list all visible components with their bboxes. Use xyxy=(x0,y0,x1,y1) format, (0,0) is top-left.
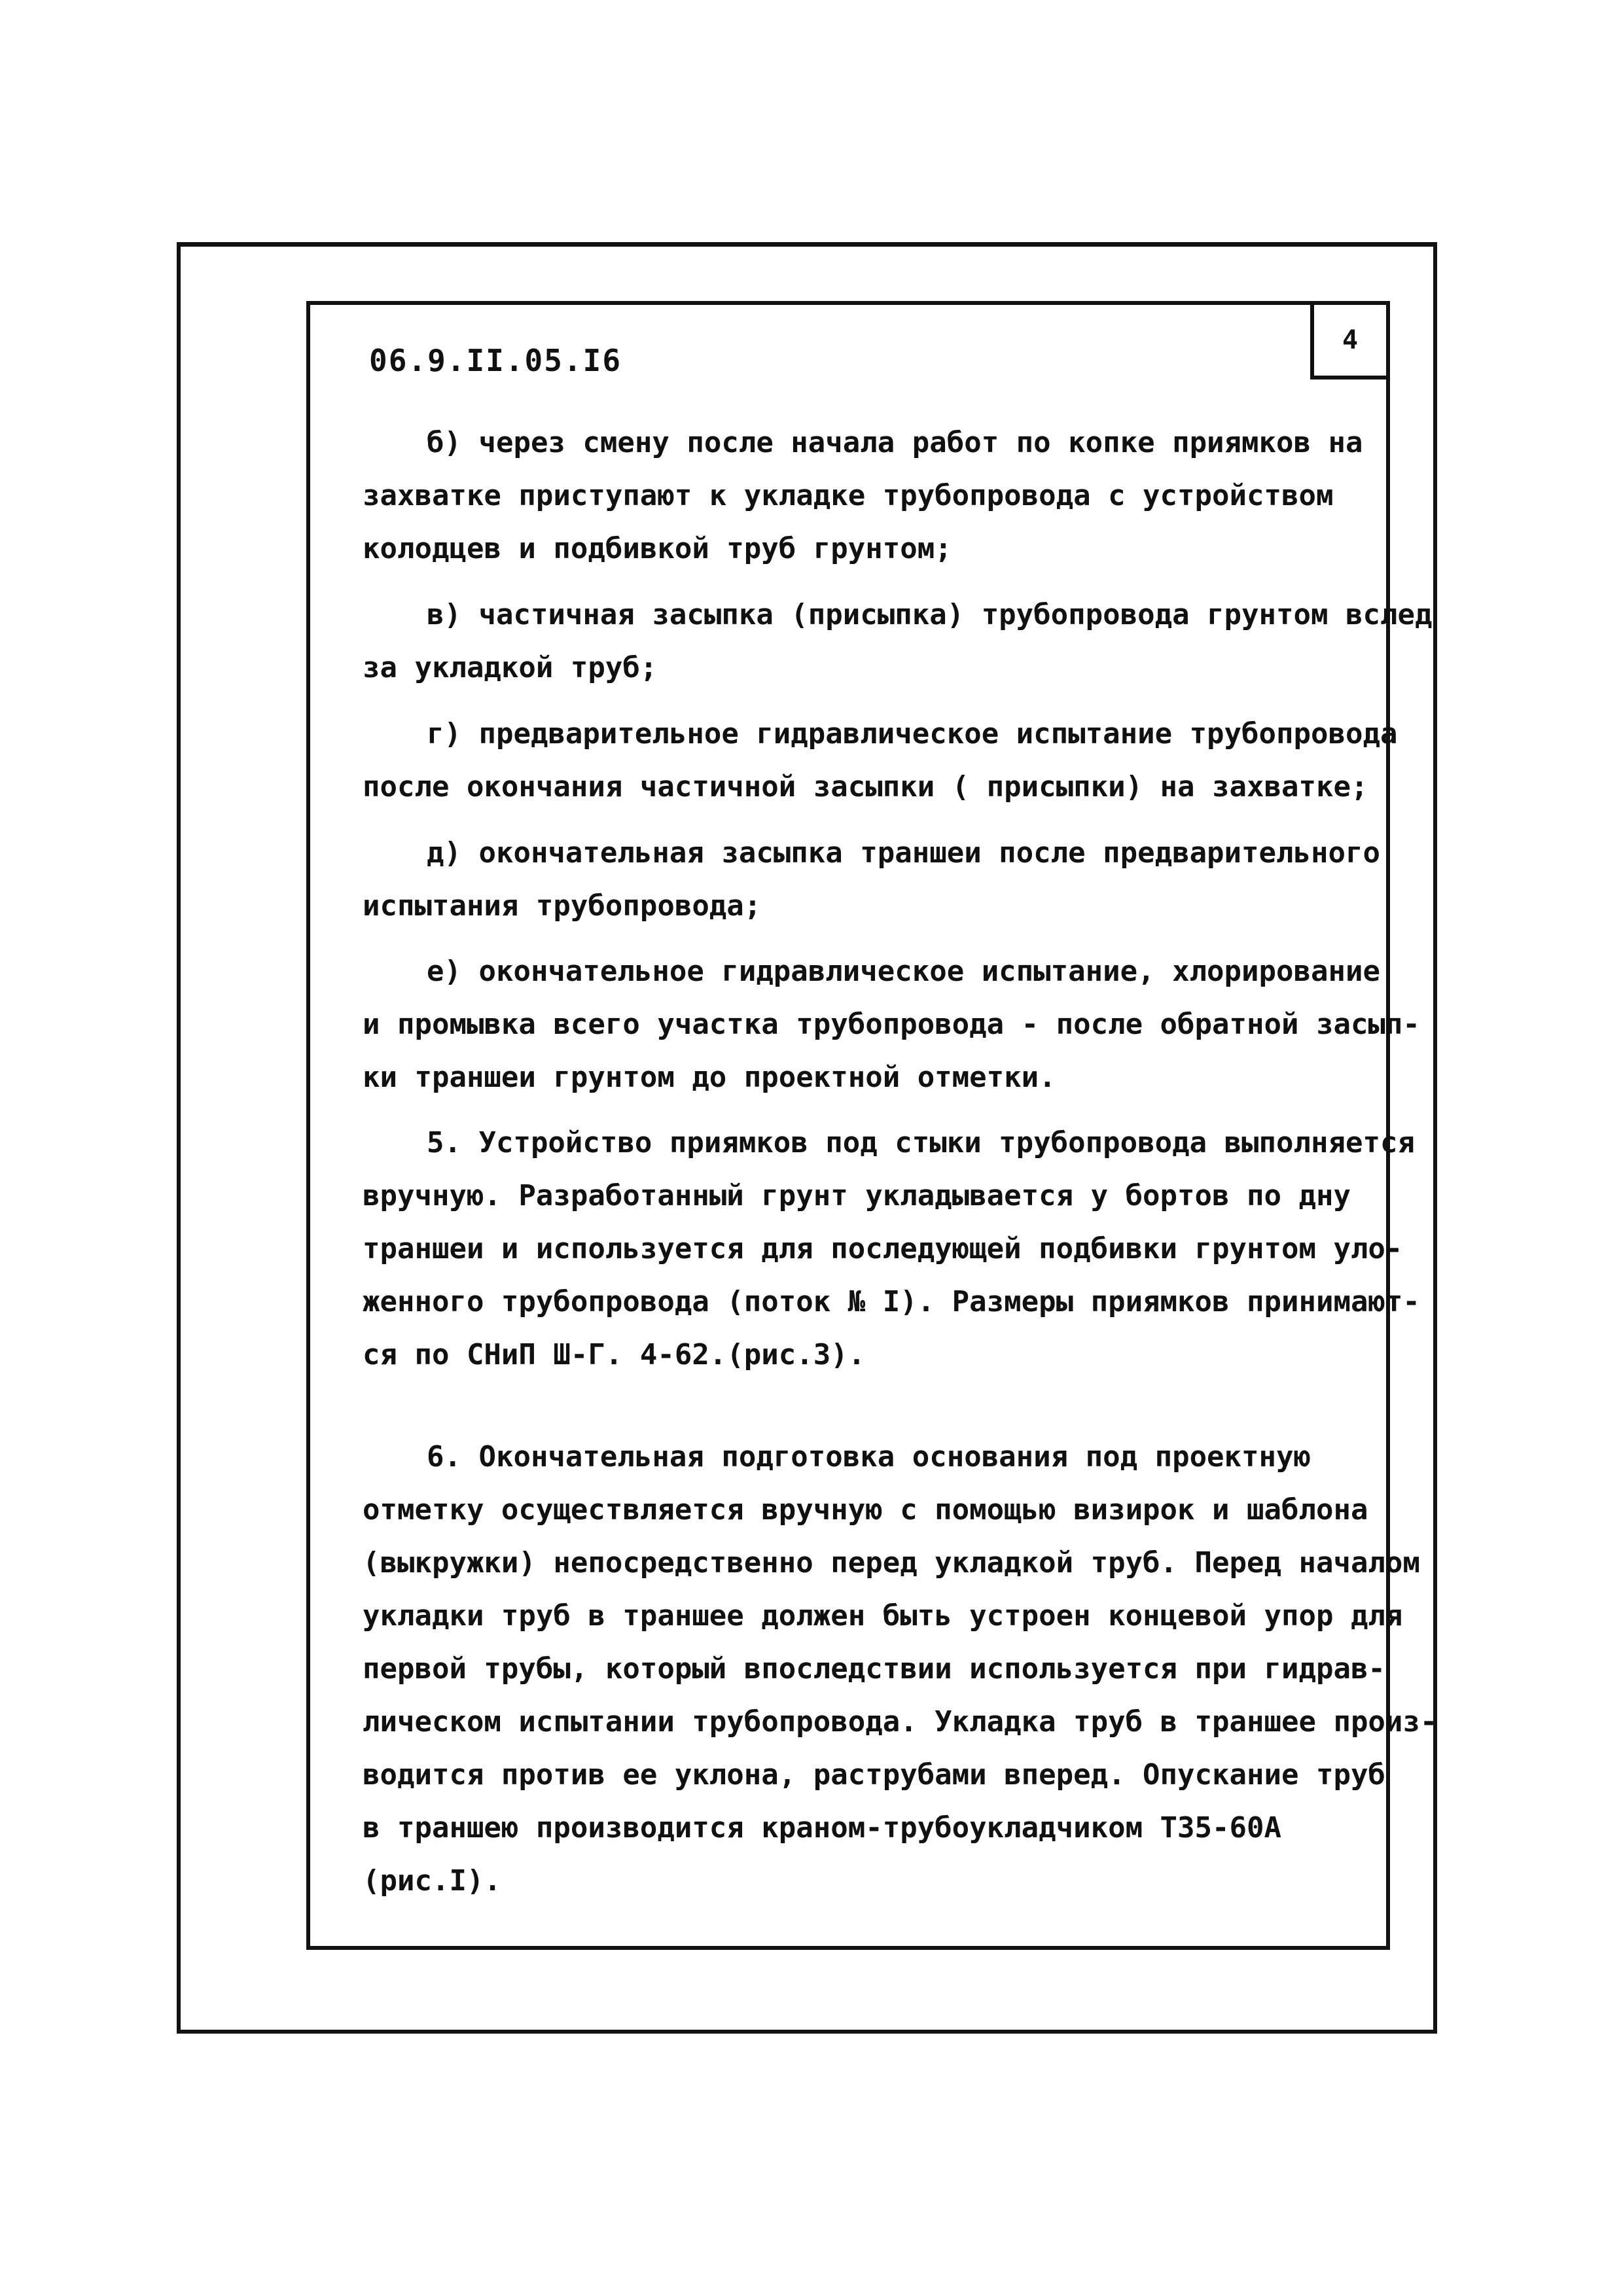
text-line: ки траншеи грунтом до проектной отметки. xyxy=(363,1061,1056,1094)
text-line: лическом испытании трубопровода. Укладка труб в траншее произ- xyxy=(363,1705,1438,1739)
text-line: за укладкой труб; xyxy=(363,651,658,684)
text-line: захватке приступают к укладке трубопровода с устройством xyxy=(363,479,1334,512)
paragraph-5 xyxy=(363,1116,1420,1381)
text-line: и промывка всего участка трубопровода - после обратной засып- xyxy=(363,1008,1420,1041)
paragraph-b xyxy=(363,416,1373,575)
document-code: 06.9.II.05.I6 xyxy=(369,343,622,378)
text-line: в) частичная засыпка (присыпка) трубопровода грунтом вслед xyxy=(427,598,1433,631)
text-line: 5. Устройство приямков под стыки трубопровода выполняется xyxy=(427,1126,1415,1159)
text-line: колодцев и подбивкой труб грунтом; xyxy=(363,532,952,565)
text-line: е) окончательное гидравлическое испытание, хлорирование xyxy=(427,955,1380,988)
text-line: (рис.I). xyxy=(363,1864,501,1898)
text-line: первой трубы, который впоследствии используется при гидрав- xyxy=(363,1652,1385,1686)
text-line: женного трубопровода (поток № I). Размеры приямков принимают- xyxy=(363,1285,1420,1318)
paragraph-d xyxy=(363,826,1380,932)
page-number: 4 xyxy=(1342,325,1359,355)
text-line: (выкружки) непосредственно перед укладкой труб. Перед началом xyxy=(363,1546,1420,1580)
text-line: вручную. Разработанный грунт укладывается у бортов по дну xyxy=(363,1179,1351,1212)
paragraph-e xyxy=(363,945,1420,1104)
page-number-box xyxy=(1310,301,1390,380)
paragraph-6 xyxy=(363,1430,1438,1907)
paragraph-g xyxy=(363,707,1398,813)
text-line: в траншею производится краном-трубоукладчиком Т35-60А xyxy=(363,1811,1281,1845)
text-line: укладки труб в траншее должен быть устроен концевой упор для xyxy=(363,1599,1403,1633)
text-line: отметку осуществляется вручную с помощью визирок и шаблона xyxy=(363,1493,1368,1527)
text-line: траншеи и используется для последующей подбивки грунтом уло- xyxy=(363,1232,1403,1265)
paragraph-v xyxy=(363,588,1433,694)
text-line: ся по СНиП Ш-Г. 4-62.(рис.3). xyxy=(363,1338,866,1371)
text-line: д) окончательная засыпка траншеи после предварительного xyxy=(427,836,1380,870)
text-line: г) предварительное гидравлическое испытание трубопровода xyxy=(427,717,1398,751)
text-line: 6. Окончательная подготовка основания под проектную xyxy=(427,1440,1311,1474)
text-line: водится против ее уклона, раструбами вперед. Опускание труб xyxy=(363,1758,1385,1792)
text-line: после окончания частичной засыпки ( присыпки) на захватке; xyxy=(363,770,1368,804)
inner-text-frame xyxy=(306,301,1438,1950)
text-line: испытания трубопровода; xyxy=(363,889,762,923)
text-line: б) через смену после начала работ по копке приямков на xyxy=(427,426,1363,459)
